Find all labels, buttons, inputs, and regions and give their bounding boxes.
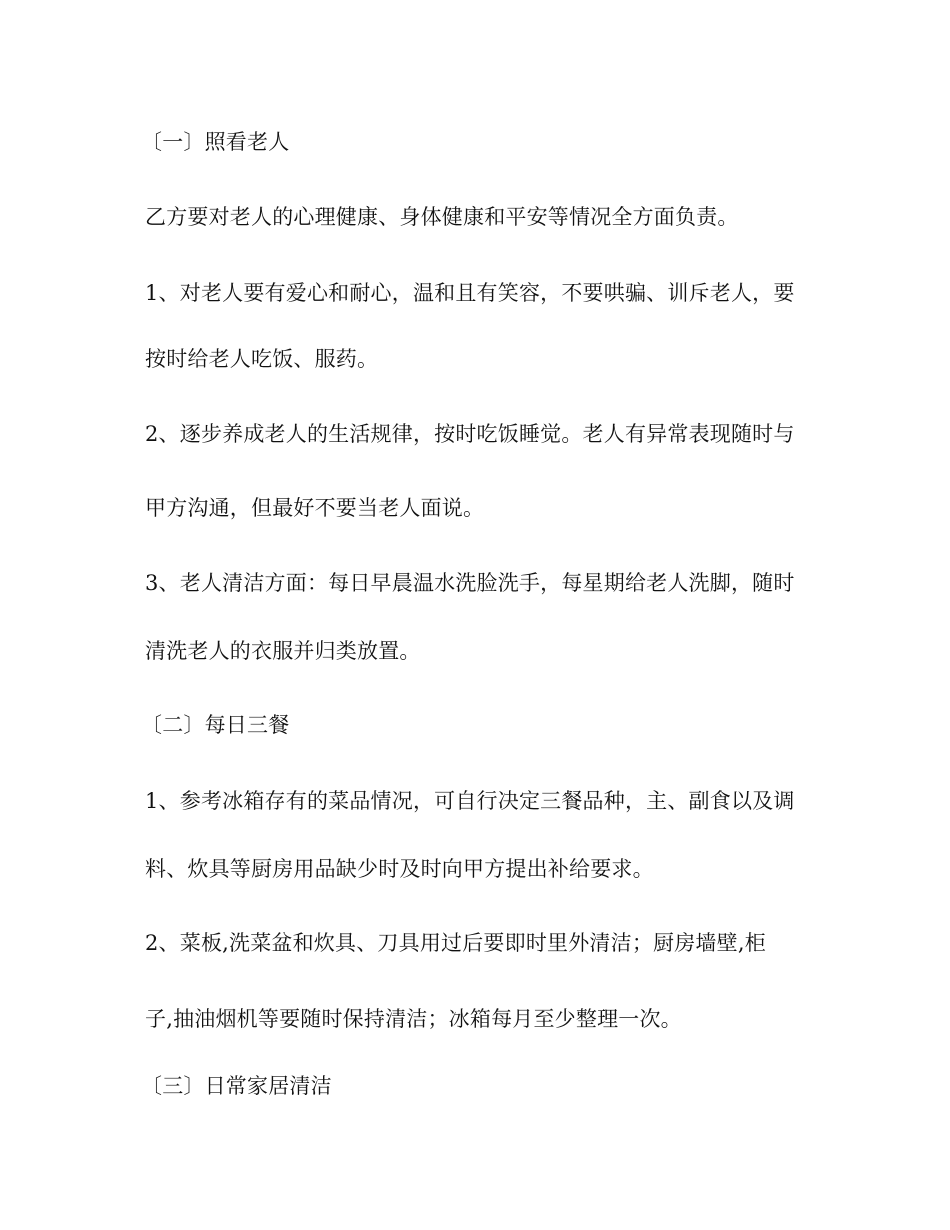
section-heading-three-meals: 〔二〕每日三餐	[141, 713, 290, 737]
paragraph-line: 甲方沟通，但最好不要当老人面说。	[145, 496, 485, 520]
paragraph-line: 3、老人清洁方面：每日早晨温水洗脸洗手，每星期给老人洗脚，随时	[145, 571, 795, 595]
paragraph-line: 清洗老人的衣服并归类放置。	[145, 639, 421, 663]
paragraph-line: 1、对老人要有爱心和耐心，温和且有笑容，不要哄骗、训斥老人，要	[145, 281, 795, 305]
paragraph-line: 乙方要对老人的心理健康、身体健康和平安等情况全方面负责。	[145, 205, 739, 229]
paragraph-line: 子,抽油烟机等要随时保持清洁；冰箱每月至少整理一次。	[145, 1007, 682, 1031]
paragraph-line: 1、参考冰箱存有的菜品情况，可自行决定三餐品种，主、副食以及调	[145, 789, 795, 813]
section-heading-care-elderly: 〔一〕照看老人	[141, 130, 290, 154]
paragraph-line: 按时给老人吃饭、服药。	[145, 347, 379, 371]
paragraph-line: 2、菜板,洗菜盆和炊具、刀具用过后要即时里外清洁；厨房墙壁,柜	[145, 931, 766, 955]
paragraph-line: 2、逐步养成老人的生活规律，按时吃饭睡觉。老人有异常表现随时与	[145, 422, 795, 446]
section-heading-home-cleaning: 〔三〕日常家居清洁	[141, 1074, 332, 1098]
paragraph-line: 料、炊具等厨房用品缺少时及时向甲方提出补给要求。	[145, 857, 654, 881]
